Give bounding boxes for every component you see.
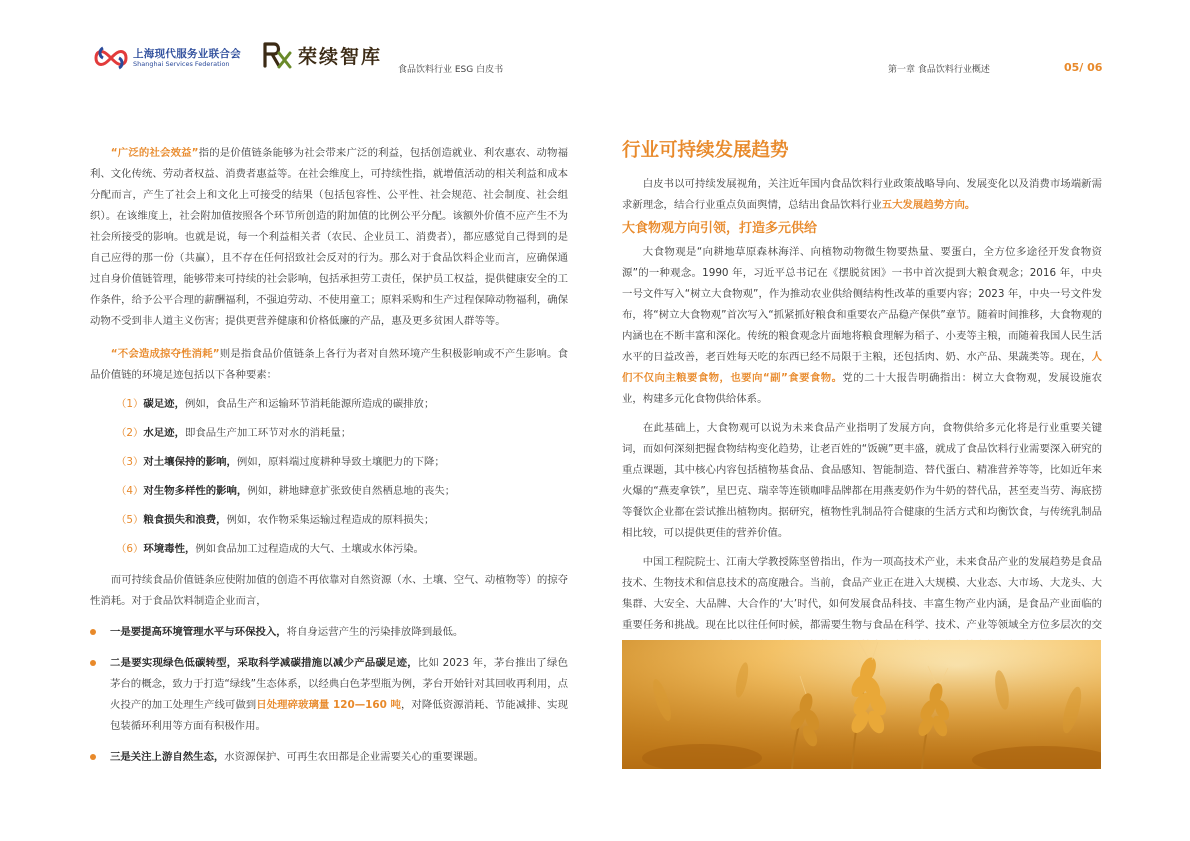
- list-item: （6）环境毒性，例如食品加工过程造成的大气、土壤或水体污染。: [116, 543, 424, 555]
- paragraph-social-benefit: [90, 143, 568, 332]
- paragraph-tech-fusion: 中国工程院院士、江南大学教授陈坚曾指出，作为一项高技术产业，未来食品产业的发展趋势是食品技术、生物技术和信息技术的高度融合。当前，食品产业正在进入大规模、大业态、大市场、大龙头、大集群、大安全、大品牌、大合作的‘大’时代，如何发展食品科技、丰富生物产业内涵，是食品产业面临的重要任务和挑战。现在比以往任何时候，都需要生物与食品在科学、技术、产业等领域全方位多层次的交: [622, 552, 1102, 657]
- highlight-non-staple-food: 人们不仅向主粮要食物，也要向“副”食要食物。: [622, 351, 1102, 384]
- paragraph-diversified-supply: 在此基础上，大食物观可以说为未来食品产业指明了发展方向，食物供给多元化将是行业重要关键词，而如何深刻把握食物结构变化趋势，让老百姓的“饭碗”更丰盛，就成了食品饮料行业需要深入研究的重点课题，其中核心内容包括植物基食品、食品感知、智能制造、替代蛋白、精准营养等等，比如近年来火爆的“燕麦拿铁”，星巴克、瑞幸等连锁咖啡品牌都在用燕麦奶作为牛奶的替代品，甚至麦当劳、海底捞等餐饮企业都在尝试推出植物肉。据研究，植物性乳制品符合健康的生活方式和均衡饮食，与传统乳制品相比较，可以提供更佳的营养价值。: [622, 422, 1102, 539]
- paragraph-intro: 白皮书以可持续发展视角，关注近年国内食品饮料行业政策战略导向、发展变化以及消费市场端新需求新理念，结合行业重点负面舆情，总结出食品饮料行业五大发展趋势方向。: [622, 178, 1102, 211]
- paragraph-no-depletion: [90, 344, 568, 386]
- org-name-en: Shanghai Services Federation: [133, 60, 230, 68]
- paragraph-big-food-view: 大食物观是“向耕地草原森林海洋、向植物动物微生物要热量、要蛋白，全方位多途径开发食物资源”的一种观念。1990 年，习近平总书记在《摆脱贫困》一书中首次提到大粮食观念；2016 年，中央一号文件写入“树立大食物观”，作为推动农业供给侧结构性改革的重要内容；2023 年，中央一号文件发布，将“树立大食物观”首次写入“抓紧抓好粮食和重要农产品稳产保供”章节。随着时间推移，大食物观的内涵也在不断丰富和深化。传统的粮食观念片面地将粮食理解为稻子、小麦等主粮，而随着我国人民生活水平的日益改善，老百姓每天吃的东西已经不局限于主粮，还包括肉、奶、水产品、果蔬类等。现在，人们不仅向主粮要食物，也要向“副”食要食物。党的二十大报告明确指出：树立大食物观，发展设施农业，构建多元化食物供给体系。: [622, 246, 1103, 405]
- brand-name: 荣续智库: [298, 45, 383, 68]
- federation-logo: [93, 44, 241, 72]
- wheat-field-illustration: [622, 640, 1101, 769]
- paragraph-sustainable-chain: 而可持续食品价值链条应使附加值的创造不再依靠对自然资源（水、土壤、空气、动植物等）的掠夺性消耗。对于食品饮料制造企业而言，: [90, 574, 568, 607]
- org-name-cn: 上海现代服务业联合会: [133, 47, 241, 60]
- list-item: （3）对土壤保持的影响，例如，原料端过度耕种导致土壤肥力的下降；: [116, 456, 445, 468]
- highlight-glass-recycling: 日处理碎玻璃量 120—160 吨: [256, 699, 401, 711]
- rx-logo-icon: [262, 41, 292, 69]
- bullet-item-1: 一是要提高环境管理水平与环保投入，将自身运营产生的污染排放降到最低。: [90, 622, 568, 643]
- text-social-benefit: 指的是价值链条能够为社会带来广泛的利益，包括创造就业、利农惠农、动物福利、文化传统、劳动者权益、消费者惠益等。在社会维度上，可持续性指，就增值活动的相关利益和成本分配而言，产生了社会上和文化上可接受的结果（包括包容性、公平性、社会规范、社会制度、社会组织）。在该维度上，社会附加值按照各个环节所创造的附加值的比例公平分配。该额外价值不应产生不为社会所接受的影响。也就是说，每一个利益相关者（农民、企业员工、消费者），都应感觉自己得到的是自己应得的那一份（共赢），且不存在任何招致社会反对的行为。那么对于食品饮料企业而言，应确保通过自身价值链管理，能够带来可持续的社会影响，包括承担劳工责任，保护员工权益，提供健康安全的工作条件，给予公平合理的薪酬福利，不强迫劳动、不使用童工；原料采购和生产过程保障动物福利，确保动物不受到非人道主义伤害；提供更营养健康和价格低廉的产品，惠及更多贫困人群等等。: [90, 147, 568, 327]
- highlight-social-benefit: “广泛的社会效益”: [110, 147, 199, 159]
- page-number: 05/ 06: [1064, 61, 1103, 74]
- bullet-item-2: 二是要实现绿色低碳转型，采取科学减碳措施以减少产品碳足迹，比如 2023 年，茅台推出了绿色茅台的概念，致力于打造“绿线”生态体系，以经典白色茅型瓶为例，茅台开始针对其回收再利用，点火投产的加工处理生产线可做到日处理碎玻璃量 120—160 吨，对降低资源消耗、节能减排、实现包装循环利用等方面有积极作用。: [90, 653, 568, 737]
- list-item: （1）碳足迹，例如，食品生产和运输环节消耗能源所造成的碳排放；: [116, 398, 435, 410]
- footprint-list: [90, 394, 568, 560]
- list-item: （5）粮食损失和浪费，例如，农作物采集运输过程造成的原料损失；: [116, 514, 435, 526]
- federation-logo-icon: [93, 44, 129, 72]
- highlight-no-depletion: “不会造成掠夺性消耗”: [110, 348, 220, 360]
- section-title: 行业可持续发展趋势: [622, 140, 789, 161]
- right-column: [622, 138, 1102, 657]
- subsection-title: 大食物观方向引领，打造多元供给: [622, 221, 818, 236]
- left-column: [90, 143, 568, 768]
- text-no-depletion: 则是指食品价值链条上各行为者对自然环境产生积极影响或不产生影响。食品价值链的环境足迹包括以下各种要素：: [90, 348, 568, 381]
- bullet-item-3: 三是关注上游自然生态，水资源保护、可再生农田都是企业需要关心的重要课题。: [90, 747, 568, 768]
- list-item: （4）对生物多样性的影响，例如，耕地肆意扩张致使自然栖息地的丧失；: [116, 485, 456, 497]
- brand-logo: [262, 41, 382, 69]
- list-item: （2）水足迹，即食品生产加工环节对水的消耗量；: [116, 427, 352, 439]
- wheat-field-image: [622, 640, 1101, 769]
- highlight-five-trends: 五大发展趋势方向。: [881, 199, 976, 211]
- page-header: [0, 0, 1190, 110]
- document-title: 食品饮料行业 ESG 白皮书: [398, 65, 504, 75]
- chapter-title: 第一章 食品饮料行业概述: [888, 65, 990, 75]
